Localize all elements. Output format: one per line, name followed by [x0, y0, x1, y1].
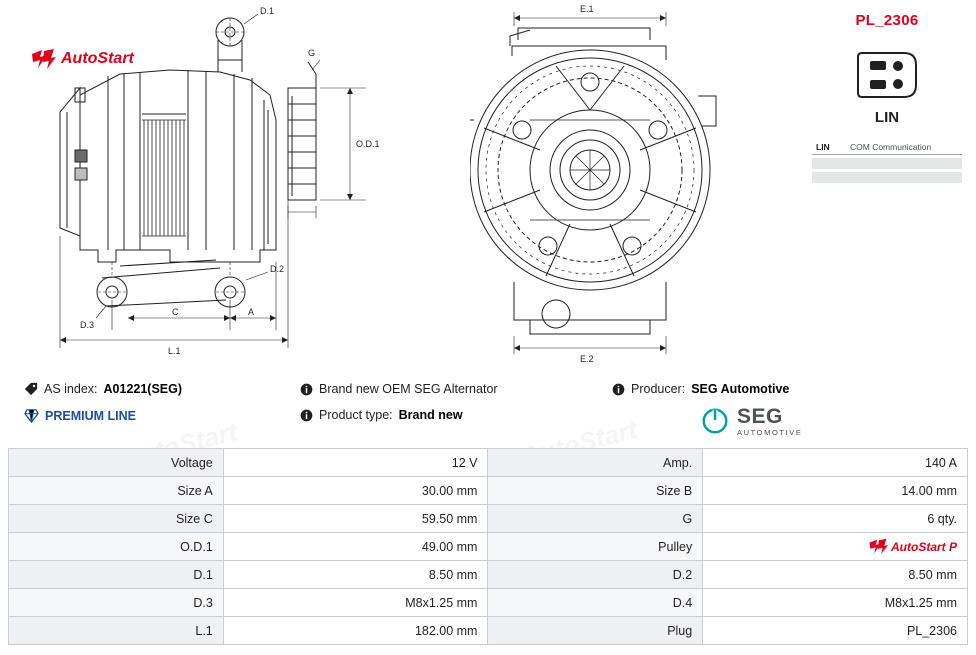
- product-info-row: [0, 378, 976, 444]
- table-row-pulley: [9, 533, 968, 561]
- description-text: Brand new OEM SEG Alternator: [319, 382, 498, 396]
- spec-key: Pulley: [488, 533, 703, 561]
- spec-value-pulley: [703, 533, 968, 561]
- producer-label: Producer:: [631, 382, 686, 396]
- as-index-label: AS index:: [44, 382, 98, 396]
- spec-key: D.1: [9, 561, 224, 589]
- spec-value: 8.50 mm: [703, 561, 968, 589]
- product-type-label: Product type:: [319, 408, 393, 422]
- autostart-logo-icon: [868, 538, 888, 555]
- spec-key: Size A: [9, 477, 224, 505]
- plug-table-head-row: [812, 140, 962, 155]
- label-od1: O.D.1: [356, 139, 380, 149]
- spec-value: 14.00 mm: [703, 477, 968, 505]
- spec-value: 182.00 mm: [223, 617, 488, 645]
- product-type-value: Brand new: [398, 408, 463, 422]
- spec-key: Voltage: [9, 449, 224, 477]
- spec-key: G: [488, 505, 703, 533]
- label-d1: D.1: [260, 6, 275, 16]
- label-d3: D.3: [80, 320, 95, 330]
- spec-key: Amp.: [488, 449, 703, 477]
- seg-mark-icon: [700, 406, 730, 436]
- premium-line-label: PREMIUM LINE: [45, 408, 136, 423]
- specification-table-body: [9, 449, 968, 645]
- label-a: A: [248, 307, 255, 317]
- info-icon: [612, 383, 625, 396]
- table-row: [9, 477, 968, 505]
- autostart-logo-icon: [30, 48, 56, 70]
- plug-table-row-empty-2: [812, 172, 962, 183]
- seg-sub: AUTOMOTIVE: [737, 428, 803, 437]
- seg-wordmark: [737, 406, 802, 437]
- spec-key: D.3: [9, 589, 224, 617]
- spec-value: 30.00 mm: [223, 477, 488, 505]
- specification-table: [8, 448, 968, 645]
- spec-value: 49.00 mm: [223, 533, 488, 561]
- seg-name: SEG: [737, 405, 783, 428]
- spec-key: D.2: [488, 561, 703, 589]
- table-row: [9, 505, 968, 533]
- description-line: [300, 382, 498, 396]
- spec-value: M8x1.25 mm: [703, 589, 968, 617]
- table-row: [9, 589, 968, 617]
- spec-value: 59.50 mm: [223, 505, 488, 533]
- spec-key: Plug: [488, 617, 703, 645]
- label-c: C: [172, 307, 179, 317]
- spec-value: PL_2306: [703, 617, 968, 645]
- info-col-left: [24, 382, 182, 435]
- product-type-line: [300, 408, 498, 422]
- table-row: [9, 617, 968, 645]
- label-d2: D.2: [270, 264, 285, 274]
- spec-value: M8x1.25 mm: [223, 589, 488, 617]
- premium-line-row: [24, 408, 182, 423]
- label-l1: L.1: [168, 346, 181, 356]
- plug-label: LIN: [874, 109, 900, 126]
- table-row: [9, 561, 968, 589]
- as-index-value: A01221(SEG): [103, 382, 183, 396]
- brand-logo-text: AutoStart: [61, 50, 134, 67]
- info-icon: [300, 409, 313, 422]
- spec-value: 140 A: [703, 449, 968, 477]
- lin-connector-icon: [812, 47, 962, 103]
- plug-pin-table: [812, 140, 962, 183]
- producer-line: [612, 382, 789, 396]
- spec-key: O.D.1: [9, 533, 224, 561]
- info-icon: [300, 383, 313, 396]
- spec-value: 8.50 mm: [223, 561, 488, 589]
- producer-value: SEG Automotive: [691, 382, 790, 396]
- tag-icon: [24, 382, 38, 396]
- seg-automotive-logo: [700, 406, 802, 437]
- diamond-icon: [24, 408, 39, 423]
- as-index-line: [24, 382, 182, 396]
- info-col-middle: [300, 382, 498, 434]
- plug-pin-key: LIN: [812, 140, 846, 155]
- label-g: G: [308, 48, 316, 58]
- brand-logo: [30, 48, 134, 70]
- spec-value: 12 V: [223, 449, 488, 477]
- spec-value: 6 qty.: [703, 505, 968, 533]
- spec-key: Size C: [9, 505, 224, 533]
- spec-key: L.1: [9, 617, 224, 645]
- plug-pin-desc: COM Communication: [846, 140, 962, 155]
- spec-key: D.4: [488, 589, 703, 617]
- table-row: [9, 449, 968, 477]
- spec-key: Size B: [488, 477, 703, 505]
- label-e1: E.1: [580, 4, 594, 14]
- pulley-brand-cell: [713, 538, 957, 555]
- pulley-value-text: AutoStart P: [891, 539, 957, 554]
- plug-code: PL_2306: [855, 12, 919, 29]
- plug-info-box: [812, 12, 962, 183]
- label-e2: E.2: [580, 354, 594, 364]
- plug-table-row-empty-1: [812, 158, 962, 169]
- alternator-front-view: [470, 0, 790, 372]
